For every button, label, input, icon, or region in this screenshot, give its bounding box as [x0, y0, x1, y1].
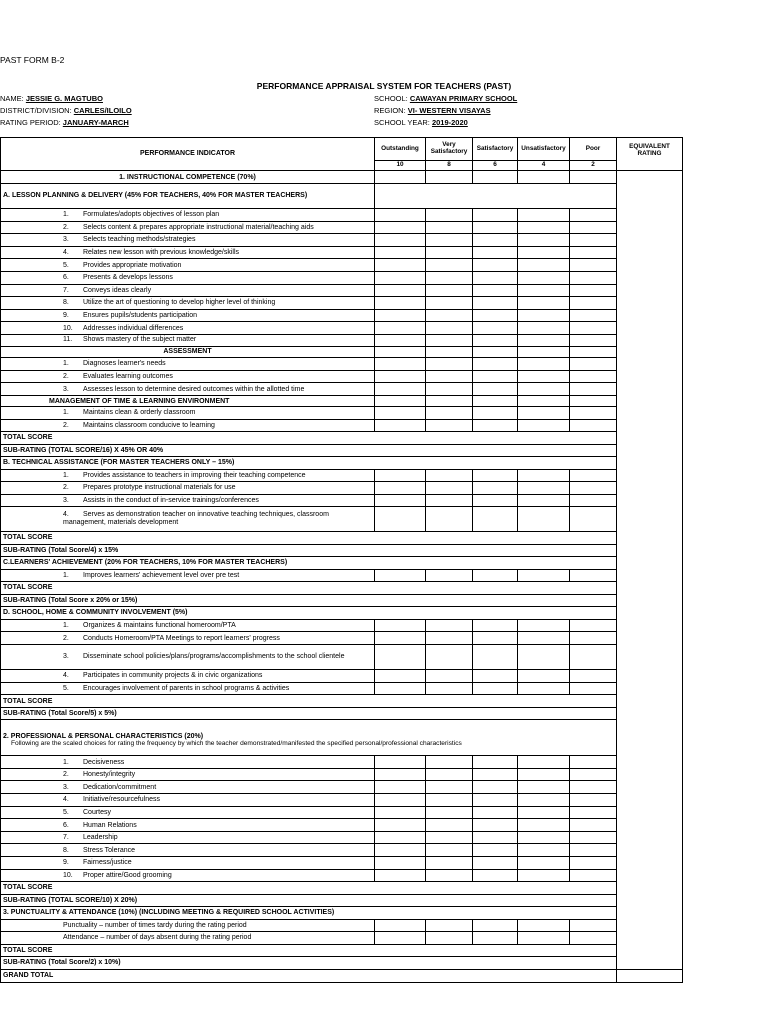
- rating-cell[interactable]: [426, 209, 473, 222]
- rating-cell[interactable]: [473, 844, 518, 857]
- rating-cell[interactable]: [375, 644, 426, 669]
- rating-cell[interactable]: [375, 284, 426, 297]
- rating-cell[interactable]: [375, 569, 426, 582]
- indicator-item: 4. Serves as demonstration teacher on innovative teaching techniques, classroom management, materials development: [1, 507, 375, 532]
- rating-cell[interactable]: [473, 831, 518, 844]
- rating-cell[interactable]: [426, 284, 473, 297]
- rating-cell[interactable]: [426, 869, 473, 882]
- rating-cell[interactable]: [473, 806, 518, 819]
- indicator-item: 8. Utilize the art of questioning to develop higher level of thinking: [1, 297, 375, 310]
- grand-total-cell[interactable]: [617, 969, 683, 982]
- rating-cell[interactable]: [426, 569, 473, 582]
- rating-cell[interactable]: [375, 246, 426, 259]
- rating-note: Following are the scaled choices for rating the frequency by which the teacher demonstrated/manifested the specified personal/professional characteristics: [11, 739, 462, 747]
- rating-cell[interactable]: [426, 831, 473, 844]
- rating-cell[interactable]: [375, 619, 426, 632]
- rating-cell[interactable]: [570, 857, 617, 870]
- indicator-item: 1. Improves learners' achievement level over pre test: [1, 569, 375, 582]
- rating-cell[interactable]: [426, 322, 473, 335]
- sub-rating-d: SUB-RATING (Total Score/5) x 5%): [1, 707, 617, 720]
- rating-cell[interactable]: [473, 632, 518, 645]
- indicator-item: 10. Proper attire/Good grooming: [1, 869, 375, 882]
- rating-cell[interactable]: [473, 768, 518, 781]
- rating-cell[interactable]: [426, 259, 473, 272]
- indicator-item: 5. Provides appropriate motivation: [1, 259, 375, 272]
- rating-cell[interactable]: [570, 844, 617, 857]
- rating-cell[interactable]: [426, 669, 473, 682]
- rating-cell[interactable]: [473, 346, 518, 357]
- rating-cell[interactable]: [518, 919, 570, 932]
- rating-cell[interactable]: [518, 346, 570, 357]
- indicator-item: 3. Disseminate school policies/plans/programs/accomplishments to the school clientele: [1, 644, 375, 669]
- rating-cell[interactable]: [426, 494, 473, 507]
- rating-cell[interactable]: [426, 644, 473, 669]
- rating-cell[interactable]: [518, 209, 570, 222]
- scale-label: Unsatisfactory: [518, 138, 570, 161]
- rating-cell[interactable]: [426, 919, 473, 932]
- rating-cell[interactable]: [375, 857, 426, 870]
- indicator-item: 2. Selects content & prepares appropriate instructional material/teaching aids: [1, 221, 375, 234]
- indicator-item: 5. Encourages involvement of parents in school programs & activities: [1, 682, 375, 695]
- rating-cell[interactable]: [375, 309, 426, 322]
- rating-cell[interactable]: [570, 357, 617, 370]
- rating-cell[interactable]: [375, 271, 426, 284]
- rating-cell[interactable]: [375, 507, 426, 532]
- rating-cell[interactable]: [375, 781, 426, 794]
- rating-cell[interactable]: [473, 271, 518, 284]
- rating-cell[interactable]: [375, 869, 426, 882]
- total-score-row: TOTAL SCORE: [1, 944, 617, 957]
- indicator-item: 2. Prepares prototype instructional materials for use: [1, 482, 375, 495]
- rating-cell[interactable]: [473, 869, 518, 882]
- rating-cell[interactable]: [518, 756, 570, 769]
- rating-cell[interactable]: [473, 857, 518, 870]
- rating-cell[interactable]: [473, 322, 518, 335]
- rating-cell[interactable]: [375, 632, 426, 645]
- rating-cell[interactable]: [473, 284, 518, 297]
- indicator-item: 9. Fairness/justice: [1, 857, 375, 870]
- indicator-item: 6. Human Relations: [1, 819, 375, 832]
- indicator-item: 3. Dedication/commitment: [1, 781, 375, 794]
- rating-cell[interactable]: [473, 234, 518, 247]
- indicator-item: 1. Organizes & maintains functional homeroom/PTA: [1, 619, 375, 632]
- rating-cell[interactable]: [426, 469, 473, 482]
- indicator-header: PERFORMANCE INDICATOR: [1, 138, 375, 171]
- rating-cell[interactable]: [570, 334, 617, 346]
- rating-cell[interactable]: [570, 234, 617, 247]
- rating-cell[interactable]: [375, 171, 426, 184]
- scale-label: Poor: [570, 138, 617, 161]
- rating-cell[interactable]: [570, 869, 617, 882]
- rating-cell[interactable]: [426, 171, 473, 184]
- indicator-item: 3. Assists in the conduct of in-service trainings/conferences: [1, 494, 375, 507]
- rating-cell[interactable]: [375, 494, 426, 507]
- rating-cell[interactable]: [375, 794, 426, 807]
- rating-cell[interactable]: [518, 309, 570, 322]
- rating-cell[interactable]: [473, 419, 518, 432]
- name-line: NAME: JESSIE G. MAGTUBO: [0, 94, 103, 103]
- indicator-item: 3. Selects teaching methods/strategies: [1, 234, 375, 247]
- indicator-item: 1. Maintains clean & orderly classroom: [1, 407, 375, 420]
- rating-cell[interactable]: [426, 383, 473, 396]
- scale-points: 10: [375, 161, 426, 171]
- rating-cell[interactable]: [426, 819, 473, 832]
- rating-cell[interactable]: [570, 932, 617, 945]
- indicator-item: 4. Relates new lesson with previous knowledge/skills: [1, 246, 375, 259]
- rating-cell[interactable]: [375, 419, 426, 432]
- sub-rating-b: SUB-RATING (Total Score/4) x 15%: [1, 544, 617, 557]
- rating-cell[interactable]: [375, 383, 426, 396]
- rating-cell[interactable]: [473, 309, 518, 322]
- scale-points: 8: [426, 161, 473, 171]
- rating-cell[interactable]: [570, 756, 617, 769]
- indicator-item: Attendance – number of days absent during the rating period: [1, 932, 375, 945]
- teacher-name: JESSIE G. MAGTUBO: [25, 94, 103, 103]
- rating-cell[interactable]: [570, 383, 617, 396]
- rating-cell[interactable]: [426, 682, 473, 695]
- rating-cell[interactable]: [518, 682, 570, 695]
- indicator-item: 4. Participates in community projects & in civic organizations: [1, 669, 375, 682]
- indicator-item: 8. Stress Tolerance: [1, 844, 375, 857]
- scale-label: Outstanding: [375, 138, 426, 161]
- rating-cell[interactable]: [570, 781, 617, 794]
- rating-cell[interactable]: [570, 346, 617, 357]
- rating-cell[interactable]: [570, 221, 617, 234]
- rating-cell[interactable]: [518, 482, 570, 495]
- rating-cell[interactable]: [518, 284, 570, 297]
- rating-cell[interactable]: [375, 259, 426, 272]
- indicator-item: Punctuality – number of times tardy during the rating period: [1, 919, 375, 932]
- indicator-item: 1. Diagnoses learner's needs: [1, 357, 375, 370]
- rating-cell[interactable]: [473, 644, 518, 669]
- rating-cell[interactable]: [375, 932, 426, 945]
- form-title: PERFORMANCE APPRAISAL SYSTEM FOR TEACHERS (PAST): [256, 81, 512, 91]
- period-value: JANUARY-MARCH: [62, 118, 129, 127]
- rating-cell[interactable]: [426, 271, 473, 284]
- region-value: VI- WESTERN VISAYAS: [407, 106, 491, 115]
- rating-cell[interactable]: [426, 756, 473, 769]
- rating-cell[interactable]: [518, 844, 570, 857]
- rating-cell[interactable]: [426, 768, 473, 781]
- indicator-item: 3. Assesses lesson to determine desired outcomes within the allotted time: [1, 383, 375, 396]
- rating-cell[interactable]: [426, 396, 473, 407]
- rating-cell[interactable]: [518, 221, 570, 234]
- rating-cell[interactable]: [473, 932, 518, 945]
- indicator-item: 4. Initiative/resourcefulness: [1, 794, 375, 807]
- rating-cell[interactable]: [518, 819, 570, 832]
- section-management: MANAGEMENT OF TIME & LEARNING ENVIRONMENT: [1, 396, 375, 407]
- rating-cell[interactable]: [473, 819, 518, 832]
- rating-cell[interactable]: [426, 370, 473, 383]
- rating-cell[interactable]: [518, 297, 570, 310]
- rating-cell[interactable]: [518, 246, 570, 259]
- rating-cell[interactable]: [518, 869, 570, 882]
- rating-cell[interactable]: [518, 507, 570, 532]
- rating-cell[interactable]: [473, 407, 518, 420]
- rating-cell[interactable]: [375, 334, 426, 346]
- rating-cell[interactable]: [570, 669, 617, 682]
- section-learners-achievement: C.LEARNERS' ACHIEVEMENT (20% FOR TEACHERS, 10% FOR MASTER TEACHERS): [1, 557, 617, 570]
- total-score-row: TOTAL SCORE: [1, 882, 617, 895]
- rating-cell[interactable]: [518, 171, 570, 184]
- rating-cell[interactable]: [518, 569, 570, 582]
- rating-cell[interactable]: [518, 271, 570, 284]
- rating-cell[interactable]: [518, 322, 570, 335]
- rating-cell[interactable]: [518, 644, 570, 669]
- sub-rating-pa: SUB-RATING (Total Score/2) x 10%): [1, 957, 617, 970]
- rating-cell[interactable]: [375, 819, 426, 832]
- section-technical-assistance: B. TECHNICAL ASSISTANCE (FOR MASTER TEACHERS ONLY – 15%): [1, 457, 617, 470]
- rating-cell[interactable]: [426, 407, 473, 420]
- rating-cell[interactable]: [570, 309, 617, 322]
- rating-cell[interactable]: [570, 494, 617, 507]
- region-line: REGION: VI- WESTERN VISAYAS: [374, 106, 491, 115]
- rating-cell[interactable]: [570, 831, 617, 844]
- appraisal-table: [0, 137, 683, 983]
- rating-cell[interactable]: [473, 171, 518, 184]
- rating-cell[interactable]: [473, 494, 518, 507]
- indicator-item: 9. Ensures pupils/students participation: [1, 309, 375, 322]
- rating-cell[interactable]: [375, 346, 426, 357]
- rating-cell[interactable]: [426, 781, 473, 794]
- rating-cell[interactable]: [375, 682, 426, 695]
- total-score-row: TOTAL SCORE: [1, 532, 617, 545]
- rating-cell[interactable]: [473, 334, 518, 346]
- rating-cell[interactable]: [375, 806, 426, 819]
- rating-cell[interactable]: [570, 644, 617, 669]
- rating-cell[interactable]: [473, 209, 518, 222]
- rating-cell[interactable]: [426, 334, 473, 346]
- rating-cell[interactable]: [518, 932, 570, 945]
- rating-cell[interactable]: [518, 494, 570, 507]
- scale-label: Very Satisfactory: [426, 138, 473, 161]
- rating-cell[interactable]: [518, 619, 570, 632]
- rating-cell[interactable]: [473, 619, 518, 632]
- rating-cell[interactable]: [426, 794, 473, 807]
- indicator-item: 6. Presents & develops lessons: [1, 271, 375, 284]
- sub-rating-pc: SUB-RATING (TOTAL SCORE/10) X 20%): [1, 894, 617, 907]
- section-professional-characteristics: 2. PROFESSIONAL & PERSONAL CHARACTERISTICS (20%) Following are the scaled choices for rating the frequency by which the teacher demonstrated/manifested the specified personal/professional characteristics: [1, 720, 617, 756]
- rating-cell[interactable]: [473, 221, 518, 234]
- scale-points: 2: [570, 161, 617, 171]
- rating-cell[interactable]: [473, 919, 518, 932]
- rating-cell[interactable]: [426, 419, 473, 432]
- indicator-item: 11. Shows mastery of the subject matter: [1, 334, 375, 346]
- rating-cell[interactable]: [426, 221, 473, 234]
- rating-cell[interactable]: [473, 246, 518, 259]
- rating-cell[interactable]: [375, 370, 426, 383]
- indicator-item: 2. Conducts Homeroom/PTA Meetings to report learners' progress: [1, 632, 375, 645]
- school-value: CAWAYAN PRIMARY SCHOOL: [409, 94, 518, 103]
- rating-cell[interactable]: [426, 234, 473, 247]
- rating-cell[interactable]: [518, 370, 570, 383]
- year-value: 2019-2020: [431, 118, 468, 127]
- rating-cell[interactable]: [426, 309, 473, 322]
- rating-cell[interactable]: [375, 844, 426, 857]
- total-score-row: TOTAL SCORE: [1, 432, 617, 445]
- rating-cell[interactable]: [375, 919, 426, 932]
- rating-cell[interactable]: [570, 246, 617, 259]
- indicator-item: 10. Addresses individual differences: [1, 322, 375, 335]
- sub-rating-c: SUB-RATING (Total Score x 20% or 15%): [1, 594, 617, 607]
- rating-cell[interactable]: [473, 794, 518, 807]
- rating-cell[interactable]: [473, 297, 518, 310]
- section-punctuality-attendance: 3. PUNCTUALITY & ATTENDANCE (10%) (INCLUDING MEETING & REQUIRED SCHOOL ACTIVITIES): [1, 907, 617, 920]
- rating-cell[interactable]: [570, 259, 617, 272]
- period-line: RATING PERIOD: JANUARY-MARCH: [0, 118, 129, 127]
- rating-cell[interactable]: [518, 768, 570, 781]
- rating-cell[interactable]: [518, 857, 570, 870]
- rating-cell[interactable]: [570, 370, 617, 383]
- rating-cell[interactable]: [518, 407, 570, 420]
- school-line: SCHOOL: CAWAYAN PRIMARY SCHOOL: [374, 94, 518, 103]
- rating-cell[interactable]: [570, 297, 617, 310]
- rating-cell[interactable]: [570, 407, 617, 420]
- rating-cell[interactable]: [518, 259, 570, 272]
- rating-cell[interactable]: [518, 794, 570, 807]
- rating-cell[interactable]: [518, 669, 570, 682]
- rating-cell[interactable]: [570, 419, 617, 432]
- rating-cell[interactable]: [375, 209, 426, 222]
- rating-cell[interactable]: [518, 781, 570, 794]
- indicator-item: 2. Evaluates learning outcomes: [1, 370, 375, 383]
- rating-cell[interactable]: [375, 234, 426, 247]
- rating-cell[interactable]: [426, 346, 473, 357]
- rating-cell[interactable]: [473, 469, 518, 482]
- rating-cell[interactable]: [518, 831, 570, 844]
- rating-cell[interactable]: [570, 171, 617, 184]
- rating-cell[interactable]: [375, 482, 426, 495]
- rating-cell[interactable]: [518, 419, 570, 432]
- rating-cell[interactable]: [473, 482, 518, 495]
- rating-cell[interactable]: [426, 632, 473, 645]
- rating-cell[interactable]: [570, 271, 617, 284]
- rating-cell[interactable]: [570, 819, 617, 832]
- rating-cell[interactable]: [426, 507, 473, 532]
- year-line: SCHOOL YEAR: 2019-2020: [374, 118, 468, 127]
- rating-cell[interactable]: [518, 234, 570, 247]
- rating-cell[interactable]: [570, 284, 617, 297]
- scale-points: 4: [518, 161, 570, 171]
- district-value: CARLES/ILOILO: [73, 106, 132, 115]
- rating-cell[interactable]: [570, 482, 617, 495]
- indicator-item: 1. Provides assistance to teachers in improving their teaching competence: [1, 469, 375, 482]
- total-score-row: TOTAL SCORE: [1, 695, 617, 708]
- rating-cell[interactable]: [473, 781, 518, 794]
- rating-cell[interactable]: [473, 383, 518, 396]
- rating-cell[interactable]: [570, 794, 617, 807]
- rating-cell[interactable]: [570, 768, 617, 781]
- rating-cell[interactable]: [570, 919, 617, 932]
- rating-cell[interactable]: [426, 619, 473, 632]
- rating-cell[interactable]: [473, 756, 518, 769]
- rating-cell[interactable]: [518, 383, 570, 396]
- rating-cell[interactable]: [426, 482, 473, 495]
- rating-cell[interactable]: [375, 756, 426, 769]
- rating-cell[interactable]: [518, 357, 570, 370]
- rating-cell[interactable]: [570, 322, 617, 335]
- indicator-item: 1. Decisiveness: [1, 756, 375, 769]
- rating-cell[interactable]: [570, 806, 617, 819]
- rating-cell[interactable]: [426, 844, 473, 857]
- rating-cell[interactable]: [375, 357, 426, 370]
- rating-cell[interactable]: [473, 682, 518, 695]
- rating-cell[interactable]: [570, 569, 617, 582]
- rating-cell[interactable]: [570, 209, 617, 222]
- rating-cell[interactable]: [570, 469, 617, 482]
- sub-rating-a: SUB-RATING (TOTAL SCORE/16) X 45% OR 40%: [1, 444, 617, 457]
- rating-cell[interactable]: [570, 619, 617, 632]
- rating-cell[interactable]: [375, 407, 426, 420]
- total-score-row: TOTAL SCORE: [1, 582, 617, 595]
- section-instructional-competence: 1. INSTRUCTIONAL COMPETENCE (70%): [1, 171, 375, 184]
- rating-cell[interactable]: [426, 806, 473, 819]
- rating-cell[interactable]: [375, 221, 426, 234]
- rating-cell[interactable]: [518, 469, 570, 482]
- rating-cell[interactable]: [426, 297, 473, 310]
- rating-cell[interactable]: [518, 632, 570, 645]
- scale-label: Satisfactory: [473, 138, 518, 161]
- rating-cell[interactable]: [375, 322, 426, 335]
- rating-cell[interactable]: [426, 932, 473, 945]
- rating-cell[interactable]: [426, 857, 473, 870]
- rating-cell[interactable]: [375, 669, 426, 682]
- rating-cell[interactable]: [375, 297, 426, 310]
- section-lesson-planning: A. LESSON PLANNING & DELIVERY (45% FOR TEACHERS, 40% FOR MASTER TEACHERS): [1, 184, 375, 209]
- rating-cell[interactable]: [375, 396, 426, 407]
- rating-cell[interactable]: [473, 259, 518, 272]
- form-code: PAST FORM B-2: [0, 55, 65, 65]
- rating-cell[interactable]: [518, 806, 570, 819]
- indicator-item: 7. Leadership: [1, 831, 375, 844]
- indicator-item: 1. Formulates/adopts objectives of lesson plan: [1, 209, 375, 222]
- scale-points: 6: [473, 161, 518, 171]
- rating-cell[interactable]: [570, 396, 617, 407]
- rating-cell[interactable]: [375, 831, 426, 844]
- rating-cell[interactable]: [473, 370, 518, 383]
- section-community-involvement: D. SCHOOL, HOME & COMMUNITY INVOLVEMENT (5%): [1, 607, 617, 620]
- rating-cell[interactable]: [570, 507, 617, 532]
- rating-cell[interactable]: [518, 334, 570, 346]
- section-assessment: ASSESSMENT: [1, 346, 375, 357]
- rating-cell[interactable]: [570, 632, 617, 645]
- rating-cell[interactable]: [473, 507, 518, 532]
- rating-cell[interactable]: [473, 669, 518, 682]
- indicator-item: 7. Conveys ideas clearly: [1, 284, 375, 297]
- indicator-item: 2. Maintains classroom conducive to learning: [1, 419, 375, 432]
- rating-cell[interactable]: [375, 469, 426, 482]
- rating-cell[interactable]: [473, 396, 518, 407]
- rating-cell[interactable]: [570, 682, 617, 695]
- indicator-item: 2. Honesty/integrity: [1, 768, 375, 781]
- rating-cell[interactable]: [426, 246, 473, 259]
- grand-total-row: GRAND TOTAL: [1, 969, 617, 982]
- rating-cell[interactable]: [518, 396, 570, 407]
- rating-cell[interactable]: [426, 357, 473, 370]
- equivalent-header: EQUIVALENT RATING: [617, 138, 683, 171]
- indicator-item: 5. Courtesy: [1, 806, 375, 819]
- district-line: DISTRICT/DIVISION: CARLES/ILOILO: [0, 106, 132, 115]
- rating-cell[interactable]: [473, 569, 518, 582]
- rating-cell[interactable]: [375, 768, 426, 781]
- rating-cell[interactable]: [473, 357, 518, 370]
